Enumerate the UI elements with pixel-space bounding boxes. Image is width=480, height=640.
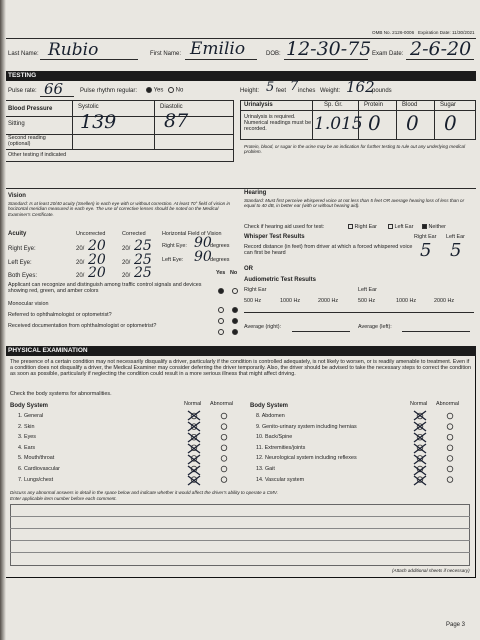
sugar-label: Sugar	[440, 102, 457, 108]
aid-left-ear-option[interactable]: Left Ear	[388, 224, 413, 230]
hearing-title: Hearing	[244, 190, 267, 196]
hfov-right-degrees: degrees	[210, 243, 230, 249]
right-normal-abnormal-radios[interactable]	[406, 408, 466, 492]
audiometric-right-ear: Right Ear	[244, 287, 267, 293]
right-body-systems-list	[256, 413, 357, 487]
body-system-item: 1. General	[18, 413, 44, 419]
both-corrected-value[interactable]: 25	[134, 265, 152, 281]
sp-gr-label: Sp. Gr.	[324, 102, 343, 108]
weight-value[interactable]: 162	[346, 78, 375, 96]
bp-label: Blood Pressure	[8, 106, 53, 112]
vision-title: Vision	[8, 193, 26, 199]
documentation-question: Received documentation from ophthalmologist or optometrist?	[8, 323, 157, 329]
height-inches-value[interactable]: 7	[290, 79, 299, 94]
last-name-value[interactable]: Rubio	[48, 40, 99, 60]
left-normal-abnormal-radios[interactable]	[180, 408, 240, 492]
abnormal-left-label: Abnormal	[210, 401, 234, 407]
hfov-left-value[interactable]: 90	[194, 249, 212, 265]
diastolic-label: Diastolic	[160, 104, 183, 110]
freq-right-500: 500 Hz	[244, 298, 262, 304]
testing-section-header: TESTING	[4, 71, 476, 81]
left-body-systems-list	[18, 413, 60, 487]
blood-value[interactable]: 0	[406, 111, 419, 135]
q1-no-radio[interactable]	[232, 282, 238, 300]
whisper-right-ear-col: Right Ear	[414, 234, 437, 240]
hearing-aid-label: Check if hearing aid used for test:	[244, 224, 325, 230]
body-system-item: 12. Neurological system including reflexes	[256, 455, 357, 462]
monocular-question: Monocular vision	[8, 301, 49, 307]
systolic-value[interactable]: 139	[80, 111, 117, 133]
weight-label: Weight:	[320, 88, 341, 94]
referred-question: Referred to ophthalmologist or optometrist?	[8, 312, 112, 318]
body-system-item: 2. Skin	[18, 423, 35, 430]
acuity-label: Acuity	[8, 231, 27, 237]
hfov-right-value[interactable]: 90	[194, 235, 212, 251]
normal-right-label: Normal	[410, 401, 428, 407]
body-system-item: 9. Genito-urinary system including hernias	[256, 423, 357, 430]
audiometric-left-ear: Left Ear	[358, 287, 377, 293]
body-system-item: 11. Extremities/joints	[256, 444, 306, 451]
left-unc-prefix: 20/	[76, 260, 85, 266]
both-unc-prefix: 20/	[76, 273, 85, 279]
page-number: Page 3	[446, 622, 466, 628]
whisper-description: Record distance (in feet) from driver at which a forced whispered voice can first be heard	[244, 244, 413, 257]
q1-yes-radio[interactable]	[218, 282, 224, 300]
q4-yes-radio[interactable]	[218, 323, 224, 341]
body-system-item: 3. Eyes	[18, 434, 36, 441]
body-system-item: 4. Ears	[18, 444, 36, 451]
body-system-right-label: Body System	[250, 403, 289, 409]
left-uncorrected-value[interactable]: 20	[88, 252, 106, 268]
hfov-left-degrees: degrees	[210, 257, 230, 263]
protein-label: Protein	[364, 102, 384, 108]
first-name-value[interactable]: Emilio	[190, 39, 246, 59]
dob-value[interactable]: 12-30-75	[286, 38, 372, 60]
first-name-label: First Name:	[150, 51, 182, 57]
height-feet-value[interactable]: 5	[266, 80, 275, 95]
body-system-item: 7. Lungs/chest	[18, 476, 54, 483]
body-system-item: 6. Cardiovascular	[18, 465, 60, 472]
hearing-standard: Standard: Must first perceive whispered voice at not less than 5 feet OR average hearing loss of less than or equal to 40 dB, in better ear (with or without hearing aid).	[244, 198, 465, 209]
expiration-date: Expiration Date: 11/30/2021	[418, 30, 475, 35]
urinalysis-label: Urinalysis	[244, 102, 273, 108]
comments-area[interactable]	[10, 504, 470, 566]
aid-right-ear-option[interactable]: Right Ear	[348, 224, 377, 230]
urinalysis-note: Urinalysis is required. Numerical readings must be recorded.	[244, 114, 312, 133]
body-system-item: 10. Back/Spine	[256, 434, 293, 441]
freq-left-2000: 2000 Hz	[434, 298, 455, 304]
last-name-label: Last Name:	[8, 51, 39, 57]
hfov-right-label: Right Eye:	[162, 243, 187, 249]
right-corrected-value[interactable]: 25	[134, 238, 152, 254]
body-system-item: 13. Gait	[256, 465, 275, 472]
whisper-left-distance[interactable]: 5	[450, 240, 462, 261]
sugar-value[interactable]: 0	[444, 111, 457, 135]
freq-right-2000: 2000 Hz	[318, 298, 339, 304]
right-unc-prefix: 20/	[76, 246, 85, 252]
color-recognition-question: Applicant can recognize and distinguish among traffic control signals and devices showing red, green, and amber colors	[8, 282, 202, 295]
physical-exam-header: PHYSICAL EXAMINATION	[4, 346, 476, 356]
systolic-label: Systolic	[78, 104, 99, 110]
body-system-left-label: Body System	[10, 403, 49, 409]
diastolic-value[interactable]: 87	[164, 110, 189, 132]
sitting-label: Sitting	[8, 121, 25, 127]
pounds-label: pounds	[372, 88, 392, 94]
whisper-title: Whisper Test Results	[244, 234, 305, 240]
pulse-rate-label: Pulse rate:	[8, 88, 37, 94]
body-system-item: 8. Abdomen	[256, 413, 285, 419]
urinalysis-footnote: Protein, blood, or sugar in the urine may be an indication for further testing to rule out any underlying medical problem.	[244, 144, 466, 155]
body-system-item: 14. Vascular system	[256, 476, 305, 483]
vision-standard: Standard: Is at least 20/40 acuity (Snellen) in each eye with or without correction. At least 70° field of vision in horizontal meridian measured in each eye. The use of corrective lenses should be noted on the Medical Examiner's Certificate.	[8, 201, 231, 217]
both-cor-prefix: 20/	[122, 273, 131, 279]
freq-left-1000: 1000 Hz	[396, 298, 417, 304]
no-col-label: No	[230, 270, 238, 276]
omb-number: OMB No. 2126-0006	[372, 30, 415, 35]
second-reading-label: Second reading (optional)	[8, 135, 46, 148]
audiometric-title: Audiometric Test Results	[244, 277, 316, 283]
attach-sheets-note: (Attach additional sheets if necessary)	[392, 568, 470, 573]
uncorrected-label: Uncorrected	[76, 231, 106, 237]
average-left-label: Average (left):	[358, 324, 392, 330]
dob-label: DOB:	[266, 51, 281, 57]
pulse-no-option[interactable]: No	[168, 87, 183, 94]
discuss-instructions: Discuss any abnormal answers in detail in the space below and indicate whether it would affect the driver's ability to operate a CMV.	[10, 490, 278, 495]
exam-date-label: Exam Date:	[372, 51, 404, 57]
pulse-rate-value[interactable]: 66	[44, 80, 64, 98]
left-eye-label: Left Eye:	[8, 260, 32, 266]
body-system-item: 5. Mouth/throat	[18, 455, 55, 462]
or-label: OR	[244, 266, 253, 272]
average-right-label: Average (right):	[244, 324, 282, 330]
pulse-regular-label: Pulse rhythm regular:	[80, 88, 138, 94]
check-body-systems: Check the body systems for abnormalities.	[10, 391, 112, 397]
feet-label: feet	[276, 88, 287, 94]
left-cor-prefix: 20/	[122, 260, 131, 266]
aid-neither-option[interactable]: Neither	[422, 224, 446, 230]
whisper-right-distance[interactable]: 5	[420, 240, 432, 261]
protein-value[interactable]: 0	[368, 111, 381, 135]
hfov-left-label: Left Eye:	[162, 257, 184, 263]
inches-label: inches	[298, 88, 316, 94]
physical-intro: The presence of a certain condition may not necessarily disqualify a driver, particularly if the condition is controlled adequately, is not likely to worsen, or is readily amenable to treatment. Even if a condition does not disqualify a driver, the Medical Examiner may consider deferring the driver temporarily. Also, the driver should be advised to take the necessary steps to correct the condition as soon as possible, particularly if neglecting the condition could result in a more serious illness that might affect driving.	[10, 359, 472, 378]
right-cor-prefix: 20/	[122, 246, 131, 252]
photo-shadow-edge	[0, 0, 6, 640]
freq-left-500: 500 Hz	[358, 298, 376, 304]
blood-label: Blood	[402, 102, 418, 108]
right-eye-label: Right Eye:	[8, 246, 36, 252]
corrected-label: Corrected	[122, 231, 146, 237]
abnormal-right-label: Abnormal	[436, 401, 460, 407]
whisper-left-ear-col: Left Ear	[446, 234, 465, 240]
both-uncorrected-value[interactable]: 20	[88, 265, 106, 281]
normal-left-label: Normal	[184, 401, 202, 407]
yes-col-label: Yes	[216, 270, 226, 276]
enter-item-instructions: Enter applicable item number before each comment.	[10, 496, 117, 501]
hfov-label: Horizontal Field of Vision	[162, 231, 222, 237]
other-testing-label: Other testing if indicated	[8, 152, 67, 158]
both-eyes-label: Both Eyes:	[8, 273, 38, 279]
freq-right-1000: 1000 Hz	[280, 298, 301, 304]
q4-no-radio[interactable]	[232, 323, 238, 341]
pulse-yes-option[interactable]: Yes	[146, 87, 163, 94]
right-uncorrected-value[interactable]: 20	[88, 238, 106, 254]
left-corrected-value[interactable]: 25	[134, 252, 152, 268]
exam-date-value[interactable]: 2-6-20	[410, 38, 472, 60]
sp-gr-value[interactable]: 1.015	[314, 114, 363, 134]
height-label: Height:	[240, 88, 260, 94]
